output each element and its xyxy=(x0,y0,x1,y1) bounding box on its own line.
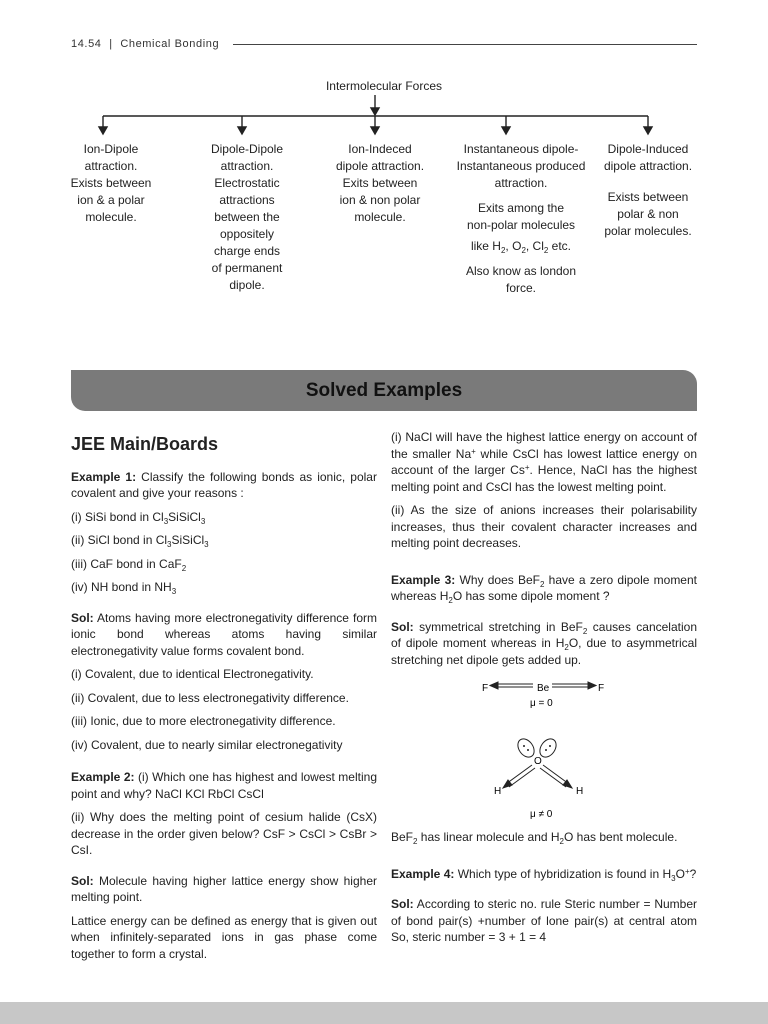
solution-1: Sol: Atoms having more electronegativity difference form ionic bond whereas atoms having similar electronegativity value forms covalent bond. xyxy=(71,610,377,658)
left-column xyxy=(71,436,377,969)
water-bond-arrows xyxy=(503,765,572,788)
example-4: Example 4: Which type of hybridization is found in $H_3O^+$? xyxy=(391,866,697,883)
tree-node-dipole-dipole: Dipole-Dipole attraction. Electrostatic attractions between the oppositely charge ends of permanent dipole. xyxy=(210,142,284,292)
example-1-part-ii: (ii) SiCl bond in $Cl_3SiSiCl_3$ xyxy=(71,533,209,549)
bef2-be: Be xyxy=(537,683,550,694)
section-heading: JEE Main/Boards xyxy=(71,434,219,454)
water-right-h: H xyxy=(576,786,584,797)
answer-part-ii: (ii) As the size of anions increases their polarisability increases, thus their covalent character increases and melting point decreases. xyxy=(391,503,697,550)
solved-examples-banner xyxy=(71,370,697,411)
bef2-left-f: F xyxy=(482,683,489,694)
answer-part-i: (i) NaCl will have the highest lattice energy on account of the smaller Na+ while CsCl has lowest lattice energy on account of the larger Cs+. Hence, NaCl has the highest melting point and CsCl has the lowest melting point. xyxy=(391,430,698,494)
tree-node-instantaneous: Instantaneous dipole- Instantaneous produced attraction. Exits among the non-polar molecules like $H_2$, $O_2$, $Cl_2$ etc. Also know as london force. xyxy=(446,141,596,297)
water-dipole-value: μ ≠ 0 xyxy=(530,809,553,820)
solution-3: Sol: symmetrical stretching in BeF$_2$ causes cancelation of dipole moment whereas in $H_2O$, due to asymmetrical stretching net dipole gets added up. xyxy=(391,619,697,667)
bef2-dipole-value: μ = 0 xyxy=(530,698,553,709)
right-column xyxy=(391,429,697,675)
tree-root-label: Intermolecular Forces xyxy=(325,79,443,93)
example-molecules: like $H_2$, $O_2$, $Cl_2$ etc. xyxy=(470,239,572,255)
right-column-lower xyxy=(391,829,697,953)
example-1-part-iv: (iv) NH bond in $NH_3$ xyxy=(71,580,177,596)
water-oxygen: O xyxy=(534,756,542,767)
water-left-h: H xyxy=(494,786,502,797)
banner-title: Solved Examples xyxy=(305,380,463,401)
tree-node-ion-dipole: Ion-Dipole attraction. Exists between ion & a polar molecule. xyxy=(70,142,152,224)
solution-1-item: (ii) Covalent, due to less electronegativity difference. xyxy=(71,690,349,705)
tree-node-ion-induced: Ion-Indeced dipole attraction. Exits between ion & non polar molecule. xyxy=(335,142,425,224)
dipole-moment-diagram xyxy=(470,676,620,828)
bef2-right-f: F xyxy=(598,683,605,694)
example-1-part-iii: (iii) CaF bond in CaF$_2$ xyxy=(71,556,187,573)
solution-4: Sol: According to steric no. rule Steric number = Number of bond pair(s) +number of lone pair(s) at central atom So, steric number = 3 + 1 = 4 xyxy=(391,897,697,944)
page-number: 14.54 xyxy=(71,38,102,50)
example-3: Example 3: Why does BeF$_2$ have a zero dipole moment whereas $H_2O$ has some dipole moment ? xyxy=(391,572,697,605)
lone-pair-dots xyxy=(523,745,551,751)
molecule-shape-note: BeF$_2$ has linear molecule and $H_2O$ has bent molecule. xyxy=(391,830,678,846)
example-2-part-ii: (ii) Why does the melting point of cesium halide (CsX) decrease in the order given below? CsF > CsCl > CsBr > CsI. xyxy=(71,810,377,857)
solution-1-item: (iv) Covalent, due to nearly similar electronegativity xyxy=(71,737,343,752)
page-footer-bar xyxy=(0,1002,768,1024)
example-1-part-i: (i) SiSi bond in $Cl_3SiSiCl_3$ xyxy=(71,509,206,526)
tree-connectors xyxy=(0,0,768,140)
chapter-title: Chemical Bonding xyxy=(120,38,220,50)
solution-1-item: (i) Covalent, due to identical Electronegativity. xyxy=(71,667,314,681)
running-header: 14.54 | Chemical Bonding xyxy=(71,38,220,50)
solution-2: Sol: Molecule having higher lattice energy show higher melting point. xyxy=(71,873,377,904)
solution-2-lattice: Lattice energy can be defined as energy that is given out when infinitely-separated ions in gas phase come together to form a crystal. xyxy=(71,913,377,961)
example-1: Example 1: Classify the following bonds as ionic, polar covalent and give your reasons : xyxy=(71,469,377,500)
tree-node-dipole-induced: Dipole-Induced dipole attraction. Exists between polar & non polar molecules. xyxy=(603,142,693,238)
solution-1-item: (iii) Ionic, due to more electronegativity difference. xyxy=(71,714,336,728)
example-2: Example 2: (i) Which one has highest and lowest melting point and why? NaCl KCl RbCl CsCl xyxy=(71,770,377,801)
